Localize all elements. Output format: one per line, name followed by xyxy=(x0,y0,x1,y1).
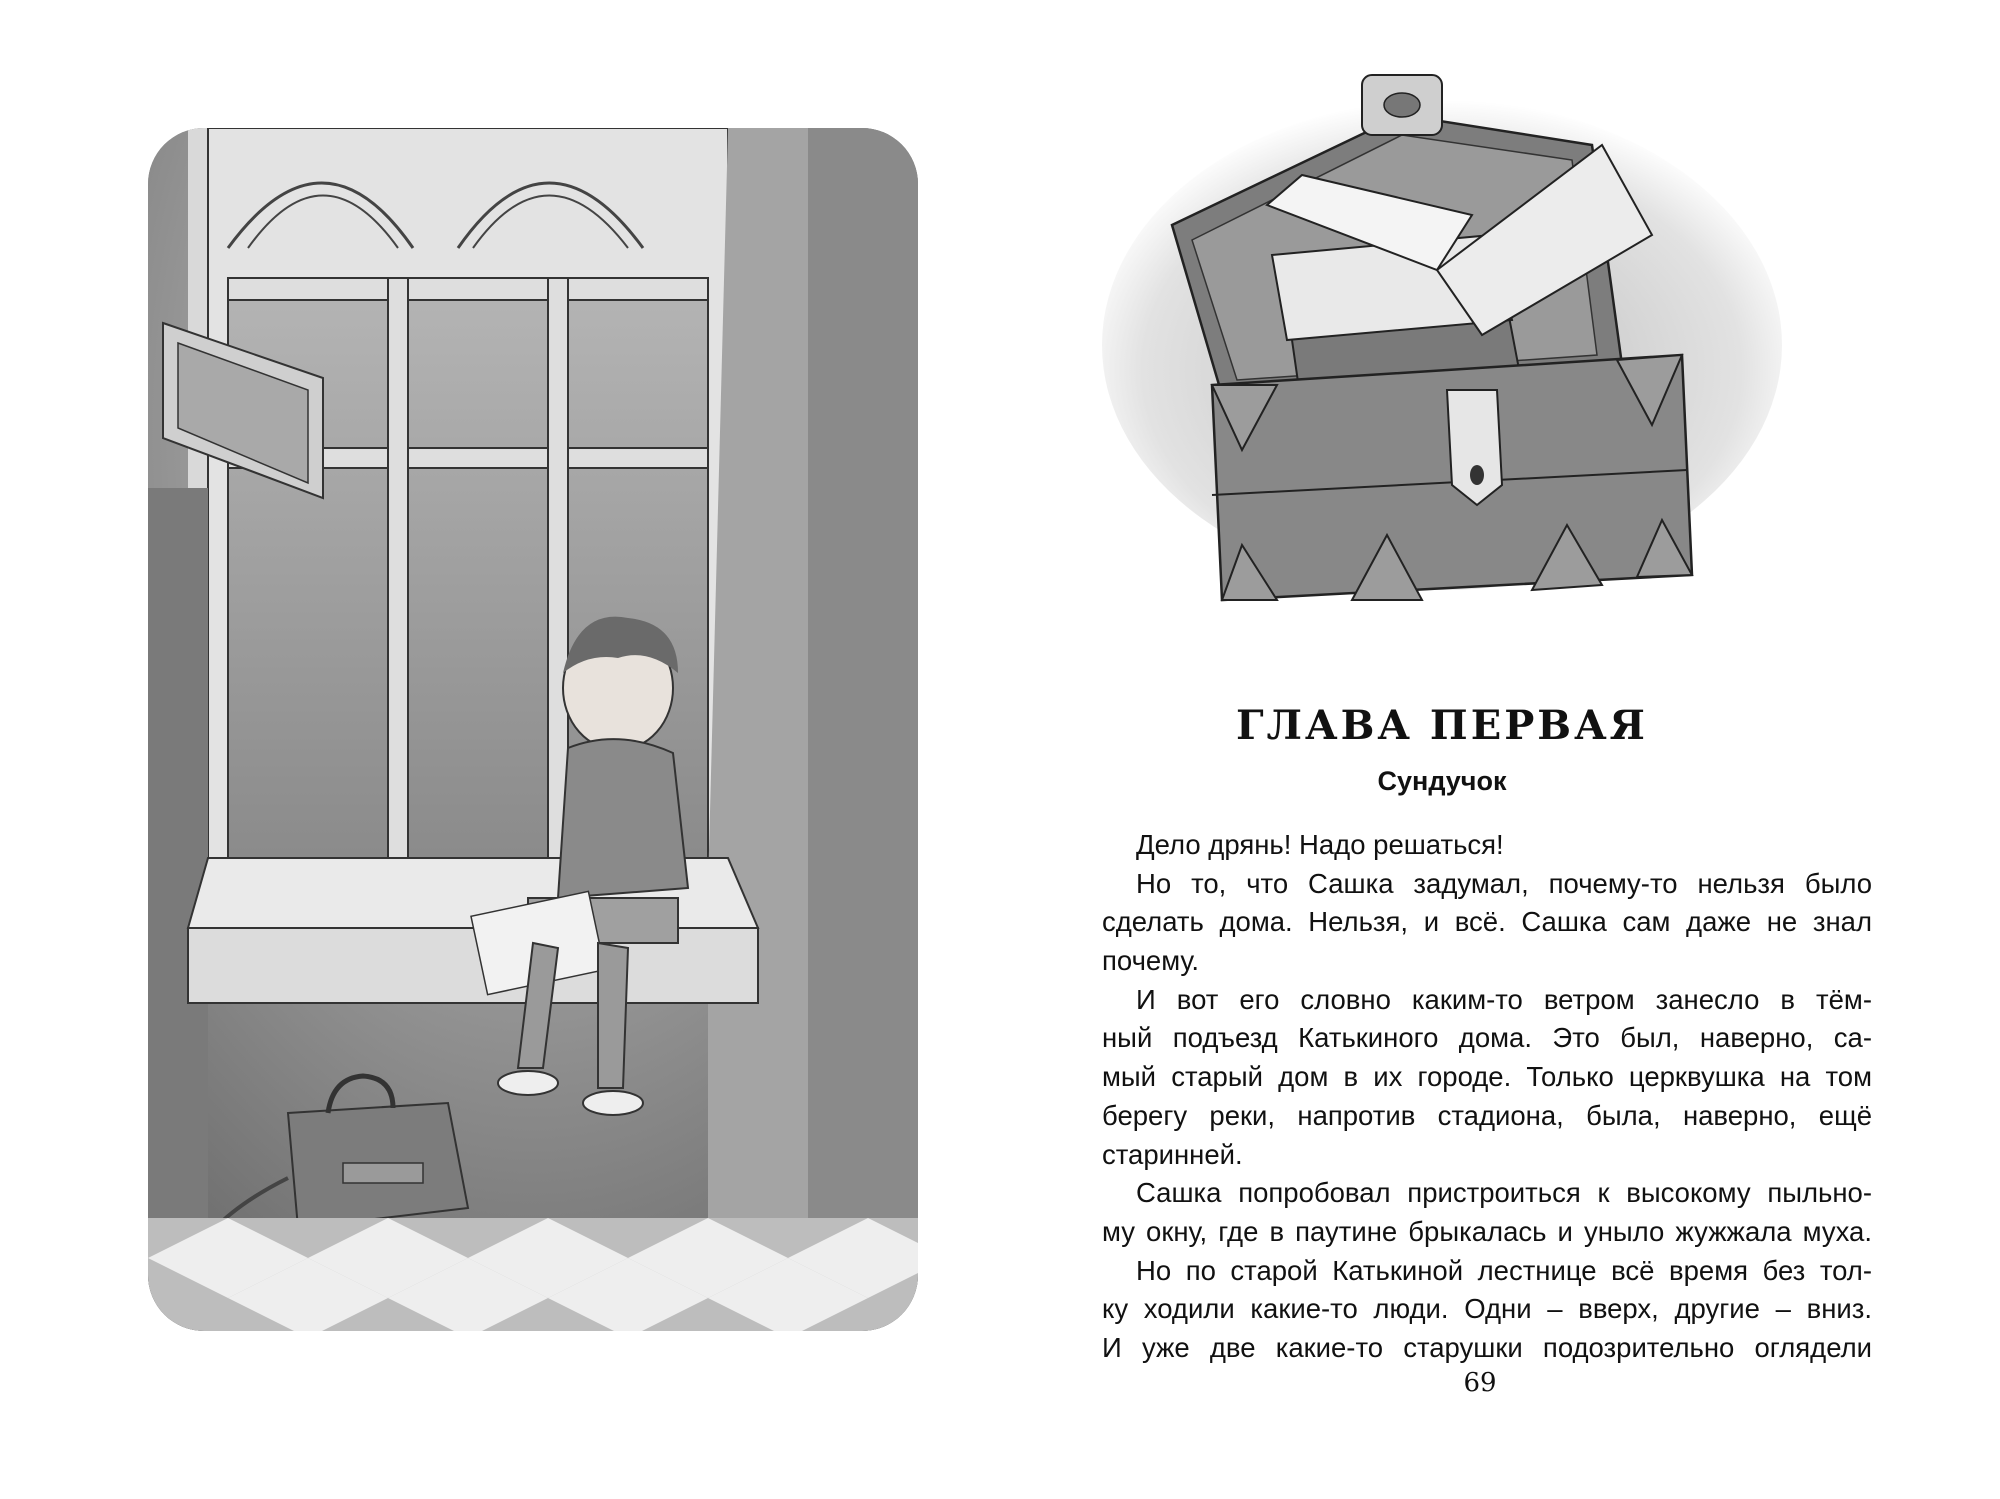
text-line: старинней. xyxy=(1102,1138,1243,1170)
text-line: берегу реки, напротив стадиона, была, наверно, ещё xyxy=(1102,1099,1872,1131)
text-line: почему. xyxy=(1102,945,1200,977)
text-line: му окну, где в паутине брыкалась и уныло жужжала муха. xyxy=(1102,1215,1872,1247)
page-number: 69 xyxy=(1463,1368,1497,1398)
text-line: И вот его словно каким-то ветром занесло в тём- xyxy=(1136,983,1872,1015)
text-line: сделать дома. Нельзя, и всё. Сашка сам даже не знал xyxy=(1102,906,1872,938)
text-line: Но по старой Катькиной лестнице всё время без тол- xyxy=(1136,1254,1872,1286)
text-line: мый старый дом в их городе. Только церквушка на том xyxy=(1102,1061,1872,1093)
text-line: И уже две какие-то старушки подозрительно оглядели xyxy=(1102,1331,1872,1363)
chapter-title: ГЛАВА ПЕРВАЯ xyxy=(1236,702,1648,749)
text-line: Дело дрянь! Надо решаться! xyxy=(1136,829,1504,860)
text-line: Сашка попробовал пристроиться к высокому пыльно- xyxy=(1136,1177,1872,1209)
body-text xyxy=(1102,826,1872,1368)
boy-at-window-illustration xyxy=(148,128,918,1331)
text-line: Но то, что Сашка задумал, почему-то нельзя было xyxy=(1136,867,1872,899)
chest-with-books-illustration xyxy=(1092,55,1792,645)
text-line: ный подъезд Катькиного дома. Это был, наверно, са- xyxy=(1102,1022,1872,1054)
text-line: ку ходили какие-то люди. Одни – вверх, другие – вниз. xyxy=(1102,1293,1872,1325)
chapter-subtitle: Сундучок xyxy=(1377,766,1507,796)
